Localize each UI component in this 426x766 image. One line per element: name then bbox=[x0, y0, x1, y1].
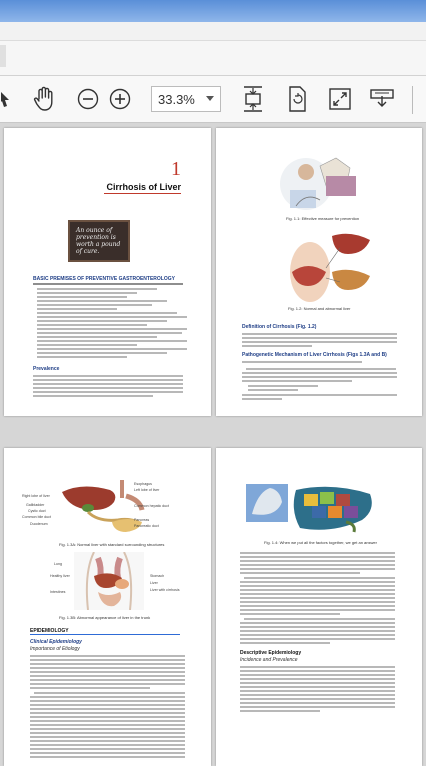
label-liver: Liver bbox=[150, 581, 158, 585]
page-1[interactable] bbox=[4, 128, 211, 416]
label-left-lobe: Left lobe of liver bbox=[134, 488, 160, 492]
liver-figure bbox=[270, 228, 380, 304]
page-3[interactable] bbox=[4, 448, 211, 766]
cursor-icon[interactable] bbox=[0, 86, 12, 112]
zoom-value: 33.3% bbox=[158, 91, 195, 107]
label-pancreas: Pancreas bbox=[134, 518, 150, 522]
trunk-figure-1-3b bbox=[74, 552, 144, 610]
chalkboard-image bbox=[68, 220, 130, 262]
rotate-icon[interactable] bbox=[284, 84, 310, 114]
zoom-in-icon[interactable] bbox=[108, 87, 132, 111]
subheading-incidence-prevalence: Incidence and Prevalence bbox=[240, 657, 298, 663]
fullscreen-icon[interactable] bbox=[327, 86, 353, 112]
label-right-lobe: Right lobe of liver bbox=[22, 494, 50, 498]
label-duodenum: Duodenum bbox=[30, 522, 48, 526]
heading-definition: Definition of Cirrhosis (Fig. 1.2) bbox=[242, 324, 317, 330]
section-heading-prevalence: Prevalence bbox=[33, 366, 60, 372]
figure-caption-1-3a: Fig. 1.3A: Normal liver with standard surrounding structures bbox=[59, 542, 165, 547]
address-bar-area bbox=[0, 41, 426, 76]
label-stomach: Stomach bbox=[150, 574, 165, 578]
section-heading-epidemiology: EPIDEMIOLOGY bbox=[30, 628, 69, 634]
toolbar-separator bbox=[412, 86, 413, 114]
chapter-number: 1 bbox=[171, 158, 181, 180]
label-pancreatic-duct: Pancreatic duct bbox=[134, 524, 159, 528]
subheading-importance-of-etiology: Importance of Etiology bbox=[30, 646, 80, 652]
tab-bar bbox=[0, 22, 426, 41]
pan-hand-icon[interactable] bbox=[30, 84, 60, 114]
figure-caption-1-2: Fig. 1.2: Normal and abnormal liver bbox=[288, 306, 351, 311]
label-liver-with-cirrhosis: Liver with cirrhosis bbox=[150, 588, 180, 592]
prevention-figure bbox=[276, 146, 368, 214]
heading-pathogenetic: Pathogenetic Mechanism of Liver Cirrhosis (Figs 1.3A and B) bbox=[242, 352, 387, 358]
heading-descriptive-epidemiology: Descriptive Epidemiology bbox=[240, 650, 302, 656]
page-4[interactable] bbox=[216, 448, 422, 766]
fit-page-icon[interactable] bbox=[240, 84, 266, 114]
label-gallbladder: Gallbladder bbox=[26, 503, 45, 507]
zoom-out-icon[interactable] bbox=[76, 87, 100, 111]
subheading-clinical-epidemiology: Clinical Epidemiology bbox=[30, 639, 82, 645]
label-healthy-liver: Healthy liver bbox=[50, 574, 70, 578]
label-common-bile-duct: Common bile duct bbox=[22, 515, 51, 519]
page-2[interactable] bbox=[216, 128, 422, 416]
label-common-hepatic-duct: Common hepatic duct bbox=[134, 504, 169, 508]
label-lung: Lung bbox=[54, 562, 62, 566]
label-esophagus: Esophagus bbox=[134, 482, 152, 486]
window-top-strip bbox=[0, 0, 426, 22]
label-cystic-duct: Cystic duct bbox=[28, 509, 46, 513]
chevron-down-icon bbox=[206, 96, 214, 101]
puzzle-figure-1-4 bbox=[246, 484, 376, 536]
figure-caption-1-1: Fig. 1.1: Effective measure for prevention bbox=[286, 216, 360, 221]
figure-caption-1-4: Fig. 1.4: When we put all the factors together, we get an answer bbox=[264, 540, 377, 545]
download-icon[interactable] bbox=[368, 86, 396, 112]
figure-caption-1-3b: Fig. 1.3B: Abnormal appearance of liver in the trunk bbox=[59, 615, 151, 620]
chapter-rule bbox=[104, 193, 181, 194]
zoom-select[interactable] bbox=[151, 86, 221, 112]
section-heading-basic-premises: BASIC PREMISES OF PREVENTIVE GASTROENTEROLOGY bbox=[33, 276, 175, 282]
chapter-title: Cirrhosis of Liver bbox=[106, 182, 181, 192]
label-intestines: Intestines bbox=[50, 590, 66, 594]
chalkboard-text: An ounce of prevention is worth a pound of cure. bbox=[76, 227, 121, 255]
